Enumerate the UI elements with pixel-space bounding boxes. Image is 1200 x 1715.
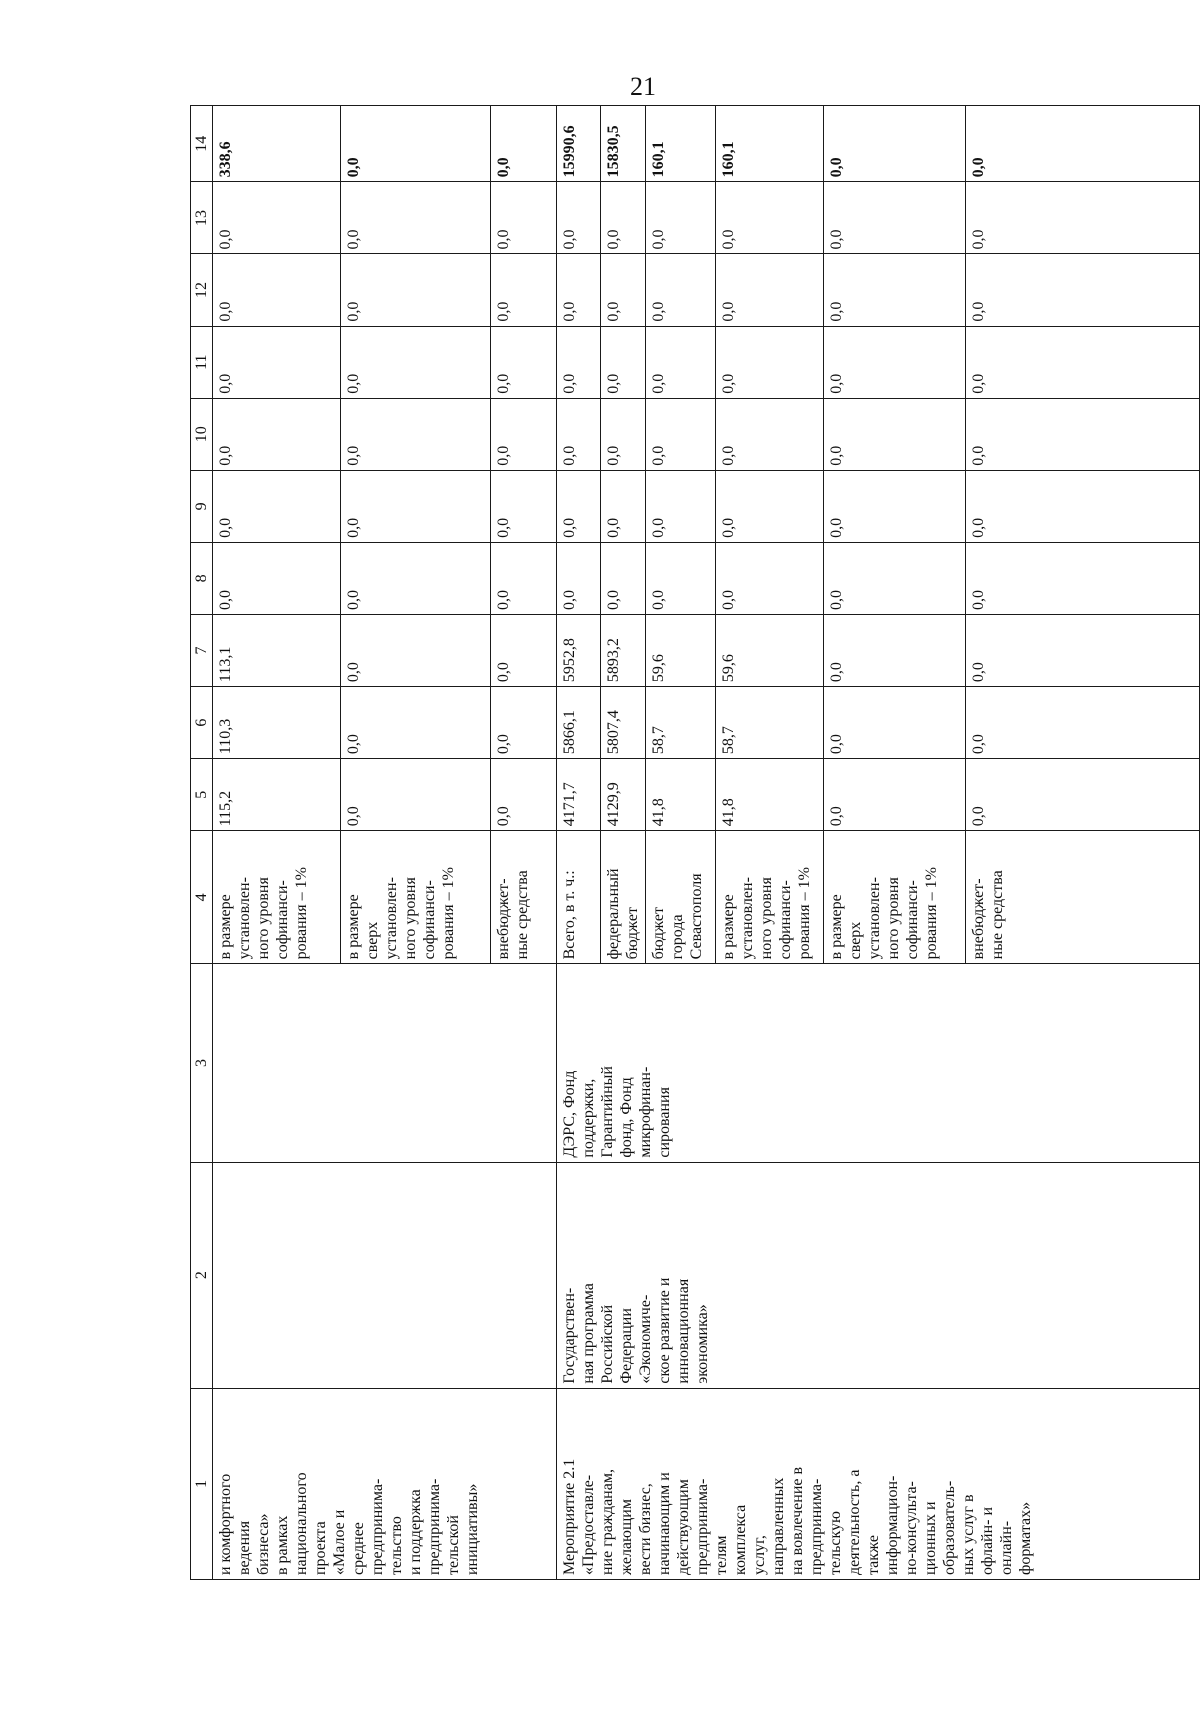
cell-value: 0,0	[491, 759, 557, 831]
cell-value: 5807,4	[601, 687, 646, 759]
cell-value: 0,0	[557, 326, 601, 398]
cell-source: в размере установлен- ного уровня софинанси- рования – 1%	[716, 831, 824, 964]
cell-value: 0,0	[646, 470, 716, 542]
cell-total: 0,0	[341, 106, 491, 182]
cell-value: 0,0	[646, 398, 716, 470]
cell-source: федеральный бюджет	[601, 831, 646, 964]
column-header-4: 4	[191, 831, 213, 964]
cell-total: 0,0	[824, 106, 966, 182]
cell-col2-empty	[213, 1162, 557, 1388]
cell-value: 0,0	[213, 542, 341, 614]
cell-value: 0,0	[341, 614, 491, 686]
cell-value: 0,0	[824, 254, 966, 326]
cell-value: 0,0	[824, 759, 966, 831]
cell-value: 0,0	[716, 542, 824, 614]
cell-value: 58,7	[716, 687, 824, 759]
cell-total: 160,1	[646, 106, 716, 182]
cell-value: 41,8	[646, 759, 716, 831]
table-row	[557, 106, 601, 1580]
column-header-6: 6	[191, 687, 213, 759]
cell-measure-title: Мероприятие 2.1 «Предоставле- ние гражданам, желающим вести бизнес, начинающим и действующим предпринима- телям комплекса услуг, направленных на вовлечение в предпринима- тельскую деятельность, а также информацион- но-консульта- ционных и образователь- ных услуг в офлайн- и онлайн- форматах»	[557, 1388, 1200, 1579]
cell-value: 5952,8	[557, 614, 601, 686]
cell-value: 0,0	[646, 326, 716, 398]
column-header-12: 12	[191, 254, 213, 326]
cell-value: 0,0	[213, 182, 341, 254]
cell-value: 4171,7	[557, 759, 601, 831]
cell-value: 0,0	[341, 759, 491, 831]
cell-value: 0,0	[716, 182, 824, 254]
cell-value: 5866,1	[557, 687, 601, 759]
column-header-11: 11	[191, 326, 213, 398]
cell-value: 0,0	[491, 254, 557, 326]
cell-value: 59,6	[716, 614, 824, 686]
cell-value: 0,0	[213, 326, 341, 398]
cell-value: 0,0	[341, 542, 491, 614]
cell-source: в размере сверх установлен- ного уровня софинанси- рования – 1%	[341, 831, 491, 964]
cell-value: 4129,9	[601, 759, 646, 831]
table-row	[213, 106, 341, 1580]
cell-value: 0,0	[824, 614, 966, 686]
column-header-14: 14	[191, 106, 213, 182]
cell-value: 0,0	[716, 254, 824, 326]
column-header-9: 9	[191, 470, 213, 542]
budget-table	[190, 105, 1200, 1580]
column-header-7: 7	[191, 614, 213, 686]
cell-col3-empty	[213, 964, 557, 1162]
cell-value: 0,0	[966, 759, 1200, 831]
cell-executors: ДЭРС, Фонд поддержки, Гарантийный фонд, Фонд микрофинан- сирования	[557, 964, 1200, 1162]
cell-value: 0,0	[601, 542, 646, 614]
cell-source: Всего, в т. ч.:	[557, 831, 601, 964]
header-row	[191, 106, 213, 1580]
cell-total: 15830,5	[601, 106, 646, 182]
cell-value: 0,0	[824, 470, 966, 542]
cell-source: внебюджет- ные средства	[491, 831, 557, 964]
cell-value: 0,0	[716, 470, 824, 542]
cell-source: бюджет города Севастополя	[646, 831, 716, 964]
cell-value: 0,0	[491, 398, 557, 470]
cell-value: 0,0	[646, 542, 716, 614]
cell-value: 59,6	[646, 614, 716, 686]
cell-value: 58,7	[646, 687, 716, 759]
cell-value: 0,0	[491, 542, 557, 614]
column-header-13: 13	[191, 182, 213, 254]
cell-value: 0,0	[966, 182, 1200, 254]
column-header-10: 10	[191, 398, 213, 470]
column-header-2: 2	[191, 1162, 213, 1388]
cell-value: 0,0	[601, 254, 646, 326]
column-header-8: 8	[191, 542, 213, 614]
cell-value: 0,0	[966, 687, 1200, 759]
column-header-5: 5	[191, 759, 213, 831]
cell-value: 0,0	[557, 398, 601, 470]
cell-value: 0,0	[557, 254, 601, 326]
cell-value: 0,0	[716, 398, 824, 470]
cell-source: внебюджет- ные средства	[966, 831, 1200, 964]
cell-value: 0,0	[601, 398, 646, 470]
cell-value: 0,0	[491, 182, 557, 254]
cell-value: 0,0	[491, 326, 557, 398]
cell-value: 113,1	[213, 614, 341, 686]
page-number: 21	[630, 72, 656, 101]
cell-value: 41,8	[716, 759, 824, 831]
cell-value: 0,0	[824, 542, 966, 614]
cell-source: в размере сверх установлен- ного уровня софинанси- рования – 1%	[824, 831, 966, 964]
cell-value: 0,0	[601, 326, 646, 398]
cell-value: 0,0	[557, 182, 601, 254]
cell-total: 160,1	[716, 106, 824, 182]
cell-value: 0,0	[557, 470, 601, 542]
cell-col1-continuation: и комфортного ведения бизнеса» в рамках национального проекта «Малое и среднее предпринима- тельство и поддержка предпринима- тельской инициативы»	[213, 1388, 557, 1579]
cell-total: 0,0	[966, 106, 1200, 182]
cell-value: 0,0	[341, 254, 491, 326]
cell-value: 0,0	[824, 182, 966, 254]
cell-program: Государствен- ная программа Российской Федерации «Экономиче- ское развитие и инновационная экономика»	[557, 1162, 1200, 1388]
cell-value: 0,0	[491, 687, 557, 759]
cell-value: 0,0	[341, 687, 491, 759]
cell-value: 0,0	[341, 398, 491, 470]
cell-value: 110,3	[213, 687, 341, 759]
cell-total: 15990,6	[557, 106, 601, 182]
cell-value: 0,0	[824, 326, 966, 398]
cell-value: 0,0	[601, 182, 646, 254]
cell-value: 0,0	[966, 326, 1200, 398]
cell-value: 0,0	[601, 470, 646, 542]
cell-value: 0,0	[213, 254, 341, 326]
cell-value: 0,0	[966, 254, 1200, 326]
cell-value: 0,0	[213, 470, 341, 542]
cell-value: 0,0	[966, 614, 1200, 686]
column-header-1: 1	[191, 1388, 213, 1579]
cell-value: 0,0	[341, 470, 491, 542]
cell-total: 0,0	[491, 106, 557, 182]
cell-value: 0,0	[966, 470, 1200, 542]
cell-value: 0,0	[341, 182, 491, 254]
cell-value: 0,0	[646, 182, 716, 254]
cell-value: 0,0	[491, 470, 557, 542]
cell-value: 0,0	[966, 398, 1200, 470]
budget-table-rotated	[190, 105, 1200, 1580]
cell-value: 0,0	[213, 398, 341, 470]
cell-value: 0,0	[341, 326, 491, 398]
column-header-3: 3	[191, 964, 213, 1162]
cell-value: 0,0	[824, 398, 966, 470]
cell-value: 0,0	[491, 614, 557, 686]
cell-value: 0,0	[557, 542, 601, 614]
cell-source: в размере установлен- ного уровня софинанси- рования – 1%	[213, 831, 341, 964]
cell-total: 338,6	[213, 106, 341, 182]
cell-value: 0,0	[646, 254, 716, 326]
cell-value: 115,2	[213, 759, 341, 831]
cell-value: 0,0	[716, 326, 824, 398]
cell-value: 0,0	[824, 687, 966, 759]
cell-value: 0,0	[966, 542, 1200, 614]
cell-value: 5893,2	[601, 614, 646, 686]
